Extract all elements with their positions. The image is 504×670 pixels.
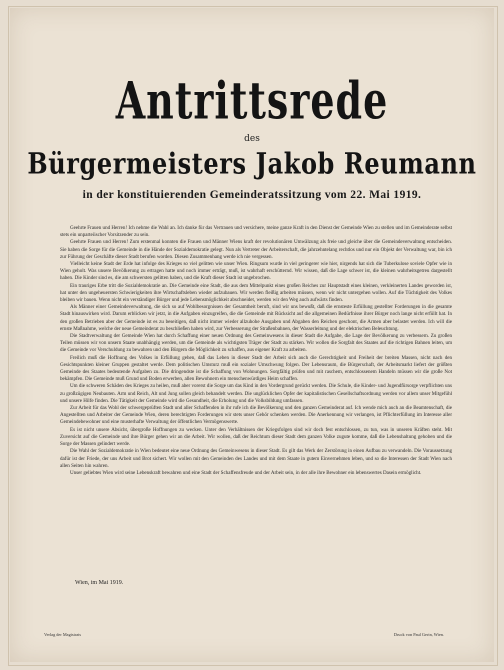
speech-paragraph: Um die schweren Schäden des Krieges zu heilen, muß aber vorerst die Sorge um das Kind in den Vordergrund gerückt werden. Die Schule, die Kinder- und Jugendfürsorge verpflichten uns zu großzügigen Neubauten. Arm und Reich, Alt und Jung sollen gleich behandelt werden. Die unglücklichen Opfer der kapitalistischen Gesellschaftsordnung werden vor allem unser Mitgefühl und unsere Hilfe finden. Die Tätigkeit der Gemeinde wird die Gesundheit, die Erholung und die Volksbildung umfassen. [60, 383, 452, 404]
speech-paragraph: Geehrte Frauen und Herren! Ich nehme die Wahl an. Ich danke für das Vertrauen und versichere, meine ganze Kraft in den Dienst der Gemeinde Wien zu stellen und im Gemeinderate selbst stets ein unparteiischer Vorsitzender zu sein. [60, 225, 452, 239]
speech-body [60, 225, 452, 568]
session-line: in der konstituierenden Gemeinderatssitzung vom 22. Mai 1919. [82, 189, 422, 201]
speech-paragraph: Die Stadtverwaltung der Gemeinde Wien hat durch Schaffung einer neuen Ordnung des Gemeinwesens in dieser Stadt die Aufgabe, die Lage der Bevölkerung zu verbessern. Zu großen Teilen müssen wir von unsern Staate unabhängig werden, um die Gemeinde als wichtigsten Träger der Stadt zu stärken. Wir wollen die Sorgfalt des Staates auf die richtigen Bahnen leiten, um die Gemeinde vor Verschuldung zu bewahren und den Bürgern die Möglichkeit zu schaffen, aus eigener Kraft zu arbeiten. [60, 333, 452, 354]
printer-line: Druck von Paul Gerin, Wien. [393, 632, 444, 637]
document-subtitle: Bürgermeisters Jakob Reumann [27, 146, 477, 181]
publisher-line: Verlag der Magistrats [44, 632, 81, 637]
speech-paragraph: Freilich muß die Hoffnung des Volkes in Erfüllung gehen, daß das Leben in dieser Stadt der Arbeit sich auch die Gerechtigkeit und Freiheit der breiten Massen, nicht nach den Gesichtspunkten kleiner Gruppen gestaltet werde. Dem politischen Umsturz muß ein sozialer Umschwung folgen. Der Lebensraum, die Bürgerschaft, der Arbeitsmarkt liefert der größten Gemeinde des Staates bedeutende Aufgaben zu. Die dringendste ist die Schaffung von Wohnungen. Sorgfältig prüfen und mit raschem, entschlossenem Handeln müssen wir die große Not bekämpfen. Die Gemeinde muß Grund und Boden erwerben, allen Bewohnern ein menschenwürdiges Heim schaffen. [60, 354, 452, 383]
speech-paragraph: Vielleicht keine Stadt der Erde hat infolge des Krieges so viel gelitten wie unser Wien. Ringsum wurde in viel geringerer wie hier, nirgends hat sich die Tuberkulose soviele Opfer wie in Wien geholt. Was unsere Bevölkerung zu ertragen hatte und noch immer erträgt, muß, ist wahrhaft erschütternd. Wir wissen, daß die Lage schwer ist, die kleinen wahrheitsgetreu dargestellt haben. Die Kinder sind es, die am schwersten gelitten haben, und die Kraft dieser Stadt ist ungebrochen. [60, 261, 452, 282]
title-connector: des [244, 134, 260, 144]
speech-paragraph: Es ist nicht unsere Absicht, übergroße Hoffnungen zu wecken. Unter den Verhältnissen der Kriegsfolgen sind wir doch fest entschlossen, zu tun, was in unseren Kräften steht. Mit Zuversicht auf die Gemeinde und ihre Bürger gehen wir an die Arbeit. Wir wollen, daß der Reichtum dieser Stadt dem ganzen Volke zugute komme, daß die Lebenshaltung gehoben und die Sorge der Massen gelindert werde. [60, 426, 452, 448]
speech-paragraph: Zur Arbeit für das Wohl der schwergeprüften Stadt und aller Schaffenden in ihr rufe ich die Bevölkerung und den ganzen Gemeinderat auf. Ich wende mich auch an die Beamtenschaft, die Angestellten und Arbeiter der Gemeinde Wien, deren berechtigten Forderungen wir stets unser Gehör schenken werden. Die Anerkennung wir verlangen, ist Pflichterfüllung im Interesse aller Gemeindebewohner und eine musterhafte Verwaltung der öffentlichen Vermögenswerte. [60, 405, 452, 426]
speech-paragraph: Unser geliebtes Wien wird seine Lebenskraft bewahren und eine Stadt der Schaffensfreude und der Arbeit sein, in der alle ihre Bewohner ein lebenswertes Dasein ermöglicht. [70, 469, 422, 476]
speech-paragraph: Geehrte Frauen und Herren! Zum erstenmal konnten die Frauen und Männer Wiens kraft der revolutionären Umwälzung als freie und gleiche über die Gemeindeverwaltung entscheiden. Sie haben die Sorge für die Gemeinde in die Hände der Sozialdemokratie gelegt. Nun als Vertreter der Arbeiterschaft, die jahrzehntelang rechtlos und nur ein Objekt der Verwaltung war, bin ich zur Führung der Geschäfte dieser Stadt berufen worden. Diesen Zusammenhang werde ich nie vergessen. [60, 239, 452, 260]
speech-paragraph: Ein trauriges Erbe tritt die Sozialdemokratie an. Die Gemeinde eine Stadt, die aus dem Mittelpunkt eines großen Reiches zur Hauptstadt eines kleinen, verkleinerten Landes geworden ist, hat unter den ungeheuersten Schwierigkeiten ihre Wirtschaftsleben wieder aufzubauen. Wir werden fleißig arbeiten müssen, wenn wir nicht untergehen wollen. Auf die Tüchtigkeit des Volkes bleiben wir bauen. Wenn nicht ein verständiger Bürger und jede Lebensmöglichkeit abschneidet, werden wir den Weg auch aufwärts finden. [60, 282, 452, 304]
closing-dateline: Wien, im Mai 1919. [75, 580, 124, 586]
speech-paragraph: Die Wahl der Sozialdemokratie in Wien bedeutet eine neue Ordnung des Gemeinwesens in dieser Stadt. Es gilt das Werk der Zerstörung in einen Aufbau zu verwandeln. Die Voraussetzung dafür ist der Friede, der uns Arbeit und Brot sichert. Wir wollen mit den Gemeinden des Landes und mit dem Staate in gutem Einvernehmen leben, und so die Interessen der Stadt Wien nach allen Seiten hin wahren. [60, 448, 452, 469]
document-title: Antrittsrede [115, 70, 389, 131]
speech-paragraph: Als Männer einer Gemeindeverwaltung, die sich so auf Wohlbesorgnissen der Gesamtheit beruft, sind wir uns bewußt, daß die ernsteste Erfüllung gestellter Forderungen in die gesamte Stadt hinauswirken wird. Darum erblicken wir jetzt, in die Aufgaben einzugreifen, die die Gemeinde mit Rücksicht auf die allgemeinen Bedürfnisse ihrer Bürger noch lange nicht erfüllt hat. In den großen Betrieben aber der Gemeinde ist es zu beseitigen, daß nicht immer wieder allzuhohe Ausgaben und Abgaben den Reichen geschont, die Armen aber belastet werden. Ich will die ernste Maßnahme, welche der neue Gemeinderat zu beschließen haben wird, zur Verbesserung der Straßenbahnen, der Wasserleitung und der elektrischen Beleuchtung. [60, 304, 452, 332]
